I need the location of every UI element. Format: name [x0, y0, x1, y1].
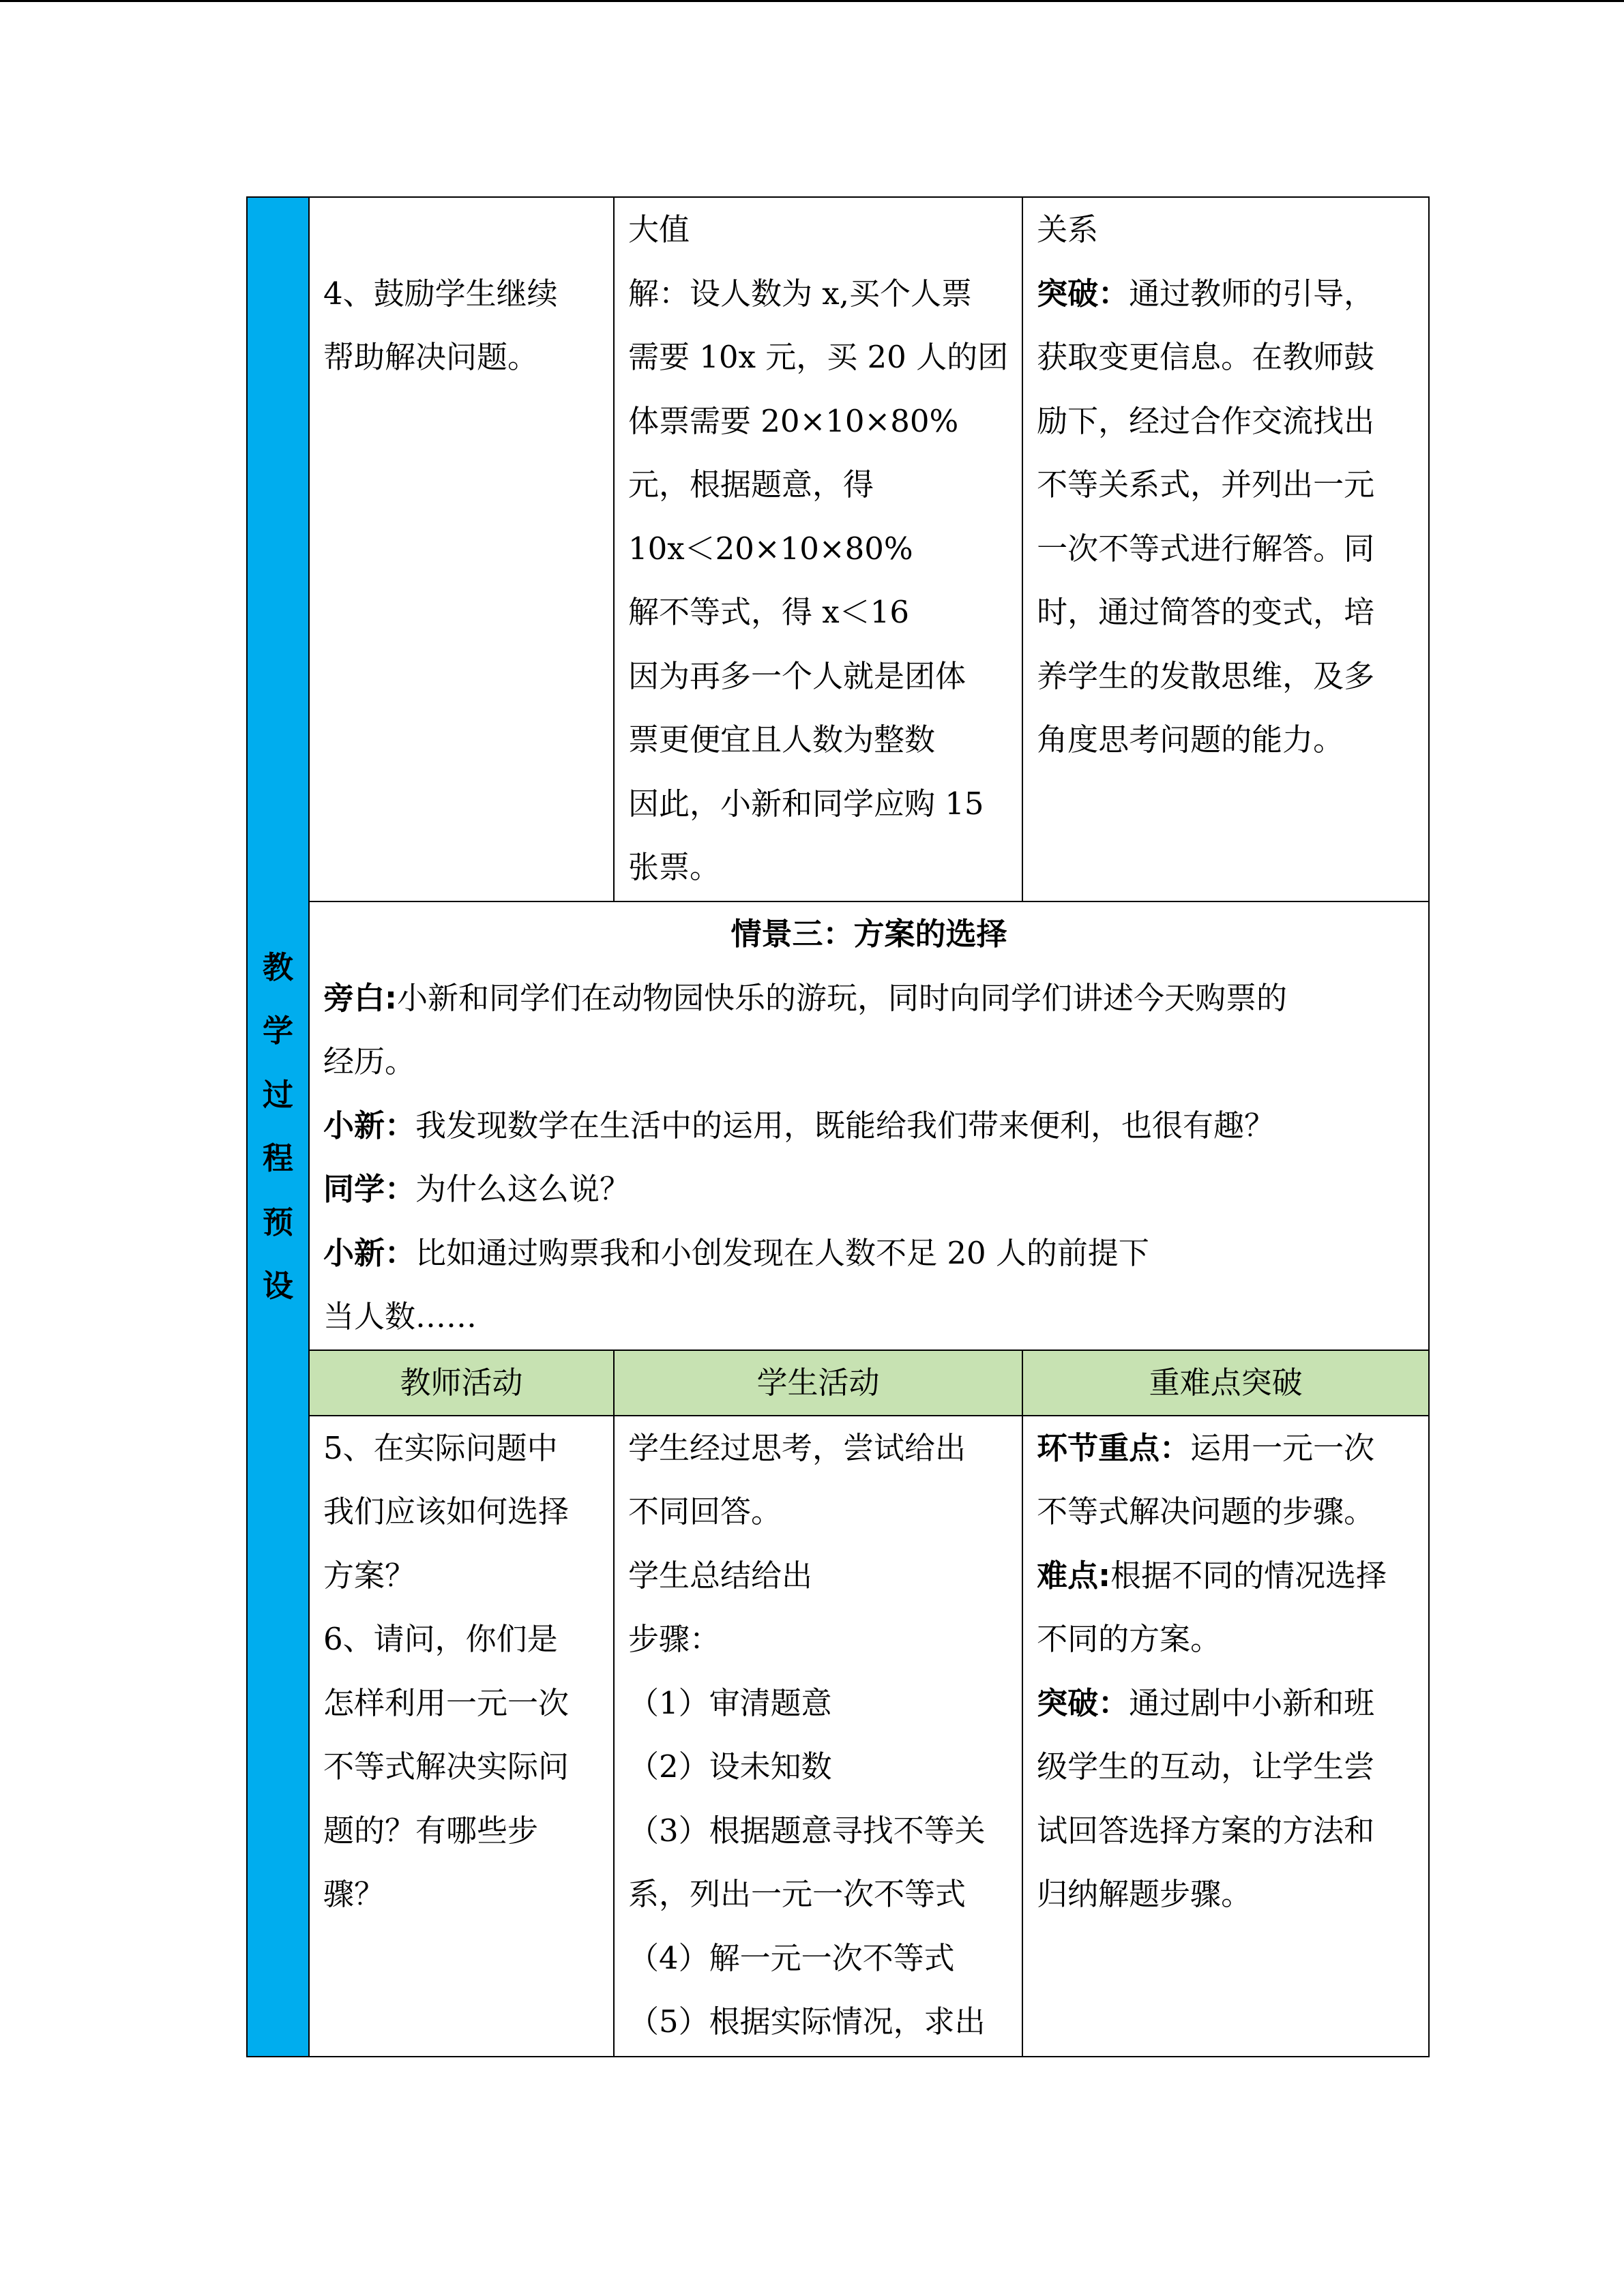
student-activity-cell: 大值 解：设人数为 x,买个人票 需要 10x 元，买 20 人的团 体票需要 20×10×80% 元，根据题意，得 10x＜20×10×80% 解不等式，得 x＜16 因为再多一个人就是团体 票更便宜且人数为整数 因此，小新和同学应购 15 张票。 — [614, 197, 1022, 901]
breakthrough-label: 突破： — [1037, 275, 1130, 312]
header-student-activity: 学生活动 — [614, 1350, 1022, 1416]
breakthrough-cell: 环节重点：运用一元一次 不等式解决问题的步骤。 难点:根据不同的情况选择 不同的方案。 突破：通过剧中小新和班 级学生的互动，让学生尝 试回答选择方案的方法和 归纳解题步骤。 — [1022, 1416, 1429, 2057]
table-row — [247, 197, 1429, 901]
teacher-activity-cell: 4、鼓励学生继续 帮助解决问题。 — [309, 197, 614, 901]
header-breakthrough: 重难点突破 — [1022, 1350, 1429, 1416]
student-activity-cell: 学生经过思考，尝试给出 不同回答。 学生总结给出 步骤： （1）审清题意 （2）设未知数 （3）根据题意寻找不等关 系，列出一元一次不等式 （4）解一元一次不等式 （5）根据实际情况，求出 — [614, 1416, 1022, 2057]
table-header-row — [247, 1350, 1429, 1416]
teacher-activity-cell: 5、在实际问题中 我们应该如何选择 方案？ 6、请问，你们是 怎样利用一元一次 不等式解决实际问 题的？有哪些步 骤？ — [309, 1416, 614, 2057]
scene-cell: 情景三：方案的选择 旁白:小新和同学们在动物园快乐的游玩，同时向同学们讲述今天购票的 经历。 小新：我发现数学在生活中的运用，既能给我们带来便利，也很有趣？ 同学：为什么这么说？ 小新：比如通过购票我和小创发现在人数不足 20 人的前提下 当人数…… — [309, 901, 1429, 1350]
scene-title: 情景三：方案的选择 — [730, 916, 1007, 952]
table-row — [247, 901, 1429, 1350]
header-teacher-activity: 教师活动 — [309, 1350, 614, 1416]
table-row — [247, 1416, 1429, 2057]
side-label-teaching-process: 教 学 过 程 预 设 — [247, 197, 309, 2057]
breakthrough-cell: 关系 突破：通过教师的引导， 获取变更信息。在教师鼓 励下，经过合作交流找出 不等关系式，并列出一元 一次不等式进行解答。同 时，通过简答的变式，培 养学生的发散思维，及多 角度思考问题的能力。 — [1022, 197, 1429, 901]
breakthrough-label: 突破： — [1037, 1684, 1130, 1721]
page-top-border — [0, 0, 1624, 2]
key-point-label: 环节重点： — [1037, 1429, 1191, 1466]
difficulty-label: 难点: — [1037, 1557, 1111, 1594]
lesson-plan-table — [246, 196, 1430, 2057]
